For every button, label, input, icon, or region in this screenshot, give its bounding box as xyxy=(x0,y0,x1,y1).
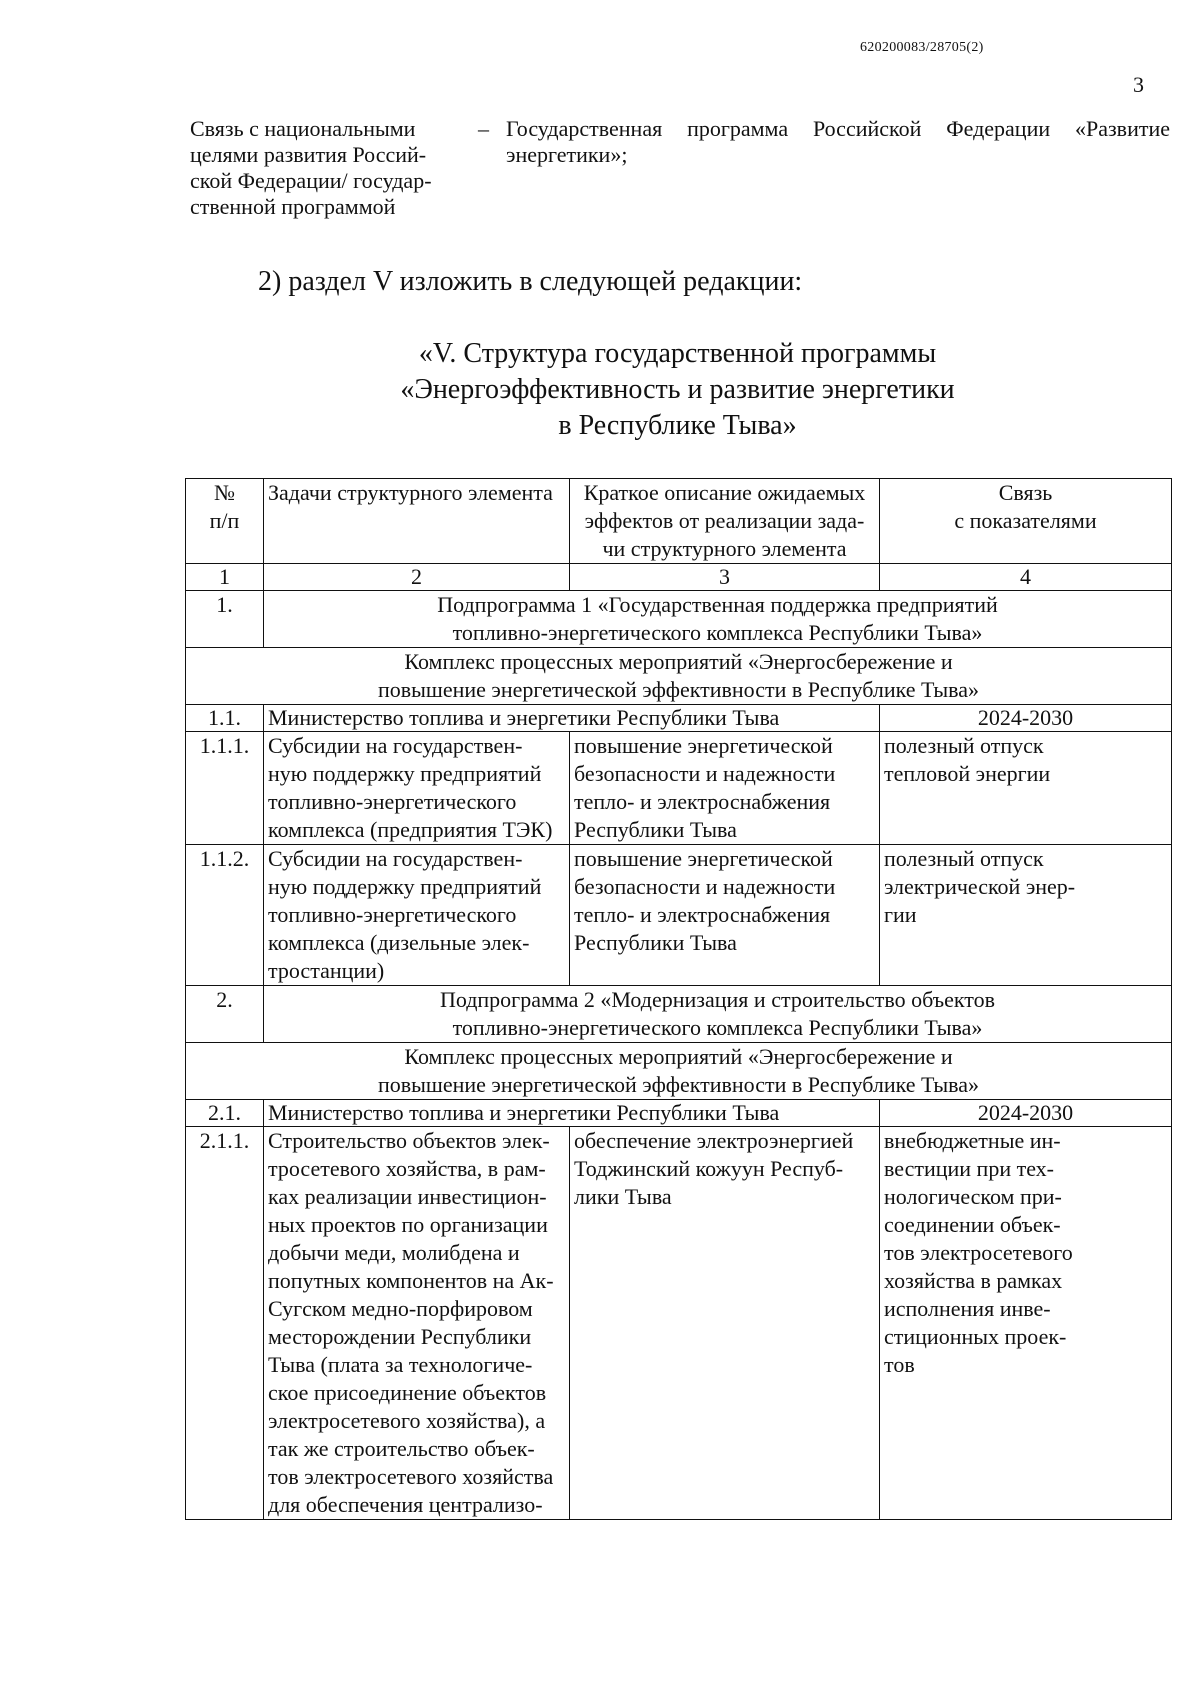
cell-line: комплекса (дизельные элек- xyxy=(268,930,530,955)
cell-line: тросетевого хозяйства, в рам- xyxy=(268,1156,546,1181)
cell-line: ках реализации инвестицион- xyxy=(268,1184,547,1209)
row-number: 2.1. xyxy=(186,1100,264,1127)
column-number: 4 xyxy=(880,564,1172,591)
cell-line: месторождении Республики xyxy=(268,1324,532,1349)
table-row xyxy=(186,845,1172,986)
complex-line: повышение энергетической эффективности в Республике Тыва» xyxy=(377,1072,980,1097)
national-goals-link-block xyxy=(190,116,1170,220)
header-line: Связь xyxy=(998,480,1053,505)
ministry-cell: Министерство топлива и энергетики Республики Тыва xyxy=(264,1100,880,1127)
cell-line: ную поддержку предприятий xyxy=(268,761,542,786)
section-title-line: «Энергоэффективность и развитие энергетики xyxy=(400,374,955,405)
cell-line: комплекса (предприятия ТЭК) xyxy=(268,817,553,842)
cell-line: электросетевого хозяйства), а xyxy=(268,1408,546,1433)
header-link xyxy=(880,479,1172,564)
document-id: 620200083/28705(2) xyxy=(860,40,984,55)
header-line: чи структурного элемента xyxy=(602,536,847,561)
cell-line: Тыва (плата за технологиче- xyxy=(268,1352,533,1377)
cell-line: соединении объек- xyxy=(884,1212,1061,1237)
task-cell xyxy=(264,845,570,986)
cell-line: лики Тыва xyxy=(574,1184,672,1209)
cell-line: Сугском медно-порфировом xyxy=(268,1296,533,1321)
cell-line: попутных компонентов на Ак- xyxy=(268,1268,554,1293)
cell-line: Строительство объектов элек- xyxy=(268,1128,550,1153)
cell-line: тепловой энергии xyxy=(884,761,1051,786)
link-label xyxy=(190,116,478,220)
cell-line: повышение энергетической xyxy=(574,733,833,758)
table-row xyxy=(186,591,1172,648)
indicator-cell xyxy=(880,1127,1172,1520)
header-tasks: Задачи структурного элемента xyxy=(264,479,570,564)
section-title xyxy=(185,336,1170,444)
amendment-text: 2) раздел V изложить в следующей редакции: xyxy=(258,266,803,297)
row-number: 2. xyxy=(186,986,264,1043)
cell-line: ское присоединение объектов xyxy=(268,1380,547,1405)
cell-line: Субсидии на государствен- xyxy=(268,846,523,871)
header-effects xyxy=(570,479,880,564)
effect-cell xyxy=(570,1127,880,1520)
section-title-line: в Республике Тыва» xyxy=(558,410,797,441)
header-line: № xyxy=(214,480,235,505)
cell-line: топливно-энергетического xyxy=(268,789,517,814)
cell-line: Республики Тыва xyxy=(574,817,737,842)
complex-line: Комплекс процессных мероприятий «Энергосбережение и xyxy=(404,1044,953,1069)
cell-line: хозяйства в рамках xyxy=(884,1268,1063,1293)
row-number: 1. xyxy=(186,591,264,648)
header-num xyxy=(186,479,264,564)
ministry-cell: Министерство топлива и энергетики Республики Тыва xyxy=(264,705,880,732)
cell-line: тов электросетевого xyxy=(884,1240,1073,1265)
cell-line: нологическом при- xyxy=(884,1184,1062,1209)
link-label-line: ственной программой xyxy=(190,194,396,219)
cell-line: ных проектов по организации xyxy=(268,1212,548,1237)
subprogram-line: топливно-энергетического комплекса Республики Тыва» xyxy=(452,1015,983,1040)
cell-line: ную поддержку предприятий xyxy=(268,874,542,899)
table-row xyxy=(186,1100,1172,1127)
cell-line: добычи меди, молибдена и xyxy=(268,1240,520,1265)
cell-line: тепло- и электроснабжения xyxy=(574,789,831,814)
period-cell: 2024-2030 xyxy=(880,1100,1172,1127)
cell-line: вестиции при тех- xyxy=(884,1156,1055,1181)
cell-line: топливно-энергетического xyxy=(268,902,517,927)
section-title-line: «V. Структура государственной программы xyxy=(418,338,937,369)
header-line: п/п xyxy=(209,508,240,533)
table-row xyxy=(186,648,1172,705)
period-cell: 2024-2030 xyxy=(880,705,1172,732)
table-row xyxy=(186,1043,1172,1100)
page-number: 3 xyxy=(1133,72,1144,97)
link-label-line: целями развития Россий- xyxy=(190,142,427,167)
header-line: эффектов от реализации зада- xyxy=(584,508,865,533)
cell-line: стиционных проек- xyxy=(884,1324,1067,1349)
cell-line: Субсидии на государствен- xyxy=(268,733,523,758)
structure-table xyxy=(185,478,1172,1520)
row-number: 2.1.1. xyxy=(186,1127,264,1520)
cell-line: Тоджинский кожуун Респуб- xyxy=(574,1156,844,1181)
effect-cell xyxy=(570,732,880,845)
task-cell xyxy=(264,732,570,845)
complex-line: повышение энергетической эффективности в Республике Тыва» xyxy=(377,677,980,702)
cell-line: для обеспечения централизо- xyxy=(268,1492,543,1517)
complex-line: Комплекс процессных мероприятий «Энергосбережение и xyxy=(404,649,953,674)
row-number: 1.1.1. xyxy=(186,732,264,845)
cell-line: исполнения инве- xyxy=(884,1296,1051,1321)
subprogram-line: Подпрограмма 2 «Модернизация и строительство объектов xyxy=(439,987,996,1012)
cell-line: тов xyxy=(884,1352,915,1377)
link-dash: – xyxy=(478,116,489,141)
link-value: Государственная программа Российской Федерации «Развитие энергетики»; xyxy=(506,116,1170,167)
cell-line: электрической энер- xyxy=(884,874,1076,899)
table-header-row xyxy=(186,479,1172,564)
cell-line: обеспечение электроэнергией xyxy=(574,1128,854,1153)
table-row xyxy=(186,986,1172,1043)
indicator-cell xyxy=(880,732,1172,845)
subprogram-title xyxy=(264,986,1172,1043)
subprogram-title xyxy=(264,591,1172,648)
cell-line: тов электросетевого хозяйства xyxy=(268,1464,554,1489)
column-number: 3 xyxy=(570,564,880,591)
cell-line: внебюджетные ин- xyxy=(884,1128,1061,1153)
cell-line: тепло- и электроснабжения xyxy=(574,902,831,927)
complex-title xyxy=(186,648,1172,705)
complex-title xyxy=(186,1043,1172,1100)
cell-line: полезный отпуск xyxy=(884,846,1044,871)
header-line: Краткое описание ожидаемых xyxy=(583,480,866,505)
cell-line: безопасности и надежности xyxy=(574,874,836,899)
link-label-line: Связь с национальными xyxy=(190,116,416,141)
column-number: 1 xyxy=(186,564,264,591)
cell-line: так же строительство объек- xyxy=(268,1436,535,1461)
column-number-row xyxy=(186,564,1172,591)
table-row xyxy=(186,1127,1172,1520)
subprogram-line: Подпрограмма 1 «Государственная поддержка предприятий xyxy=(437,592,998,617)
subprogram-line: топливно-энергетического комплекса Республики Тыва» xyxy=(452,620,983,645)
indicator-cell xyxy=(880,845,1172,986)
row-number: 1.1.2. xyxy=(186,845,264,986)
task-cell xyxy=(264,1127,570,1520)
table-row xyxy=(186,732,1172,845)
column-number: 2 xyxy=(264,564,570,591)
cell-line: гии xyxy=(884,902,917,927)
table-row xyxy=(186,705,1172,732)
cell-line: повышение энергетической xyxy=(574,846,833,871)
cell-line: безопасности и надежности xyxy=(574,761,836,786)
row-number: 1.1. xyxy=(186,705,264,732)
effect-cell xyxy=(570,845,880,986)
header-line: с показателями xyxy=(954,508,1097,533)
link-label-line: ской Федерации/ государ- xyxy=(190,168,432,193)
cell-line: тростанции) xyxy=(268,958,385,983)
cell-line: Республики Тыва xyxy=(574,930,737,955)
cell-line: полезный отпуск xyxy=(884,733,1044,758)
